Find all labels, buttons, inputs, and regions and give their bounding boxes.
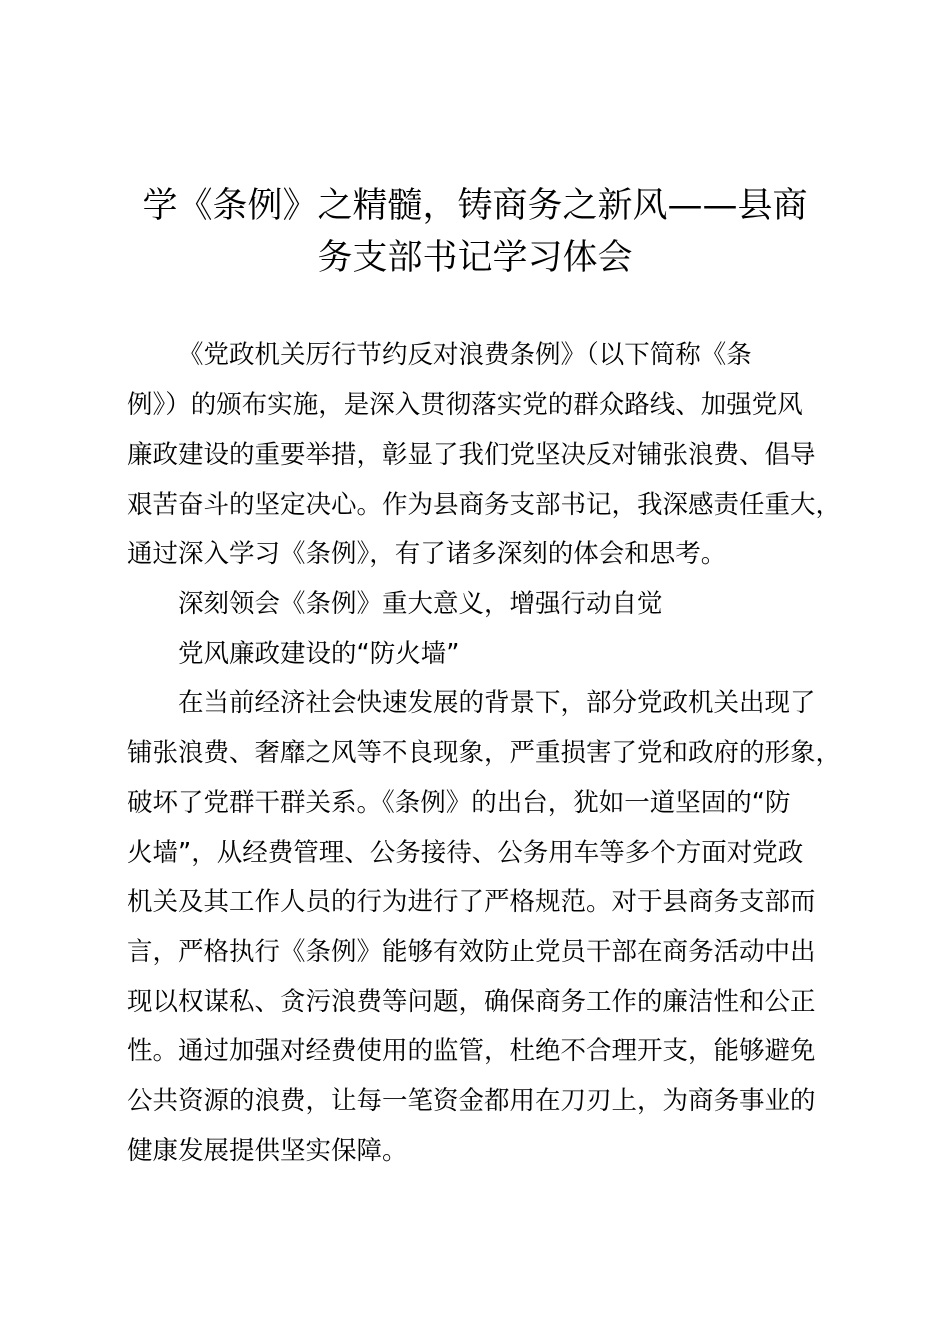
paragraph-line: 健康发展提供坚实保障。 [127,1136,408,1166]
section-heading: 深刻领会《条例》重大意义，增强行动自觉 [178,589,663,619]
paragraph-line: 《党政机关厉行节约反对浪费条例》（以下简称《条 [178,340,752,370]
subsection-heading: 党风廉政建设的“防火墙” [178,639,460,669]
paragraph-line: 在当前经济社会快速发展的背景下，部分党政机关出现了 [178,688,816,718]
paragraph-line: 通过深入学习《条例》，有了诸多深刻的体会和思考。 [127,539,727,569]
title-line-1: 学《条例》之精髓，铸商务之新风——县商 [142,186,808,226]
paragraph-line: 廉政建设的重要举措，彰显了我们党坚决反对铺张浪费、倡导 [127,440,816,470]
paragraph-line: 现以权谋私、贪污浪费等问题，确保商务工作的廉洁性和公正 [127,987,816,1017]
paragraph-line: 例》）的颁布实施，是深入贯彻落实党的群众路线、加强党风 [127,390,803,420]
paragraph-line: 公共资源的浪费，让每一笔资金都用在刀刃上，为商务事业的 [127,1086,816,1116]
title-line-2: 务支部书记学习体会 [317,238,633,278]
paragraph-line: 机关及其工作人员的行为进行了严格规范。对于县商务支部而 [127,887,816,917]
paragraph-line: 破坏了党群干群关系。《条例》的出台，犹如一道坚固的“防 [127,788,791,818]
paragraph-line: 性。通过加强对经费使用的监管，杜绝不合理开支，能够避免 [127,1036,816,1066]
paragraph-line: 火墙”，从经费管理、公务接待、公务用车等多个方面对党政 [127,838,804,868]
paragraph-line: 言，严格执行《条例》能够有效防止党员干部在商务活动中出 [127,937,816,967]
paragraph-line: 艰苦奋斗的坚定决心。作为县商务支部书记，我深感责任重大， [127,490,842,520]
paragraph-line: 铺张浪费、奢靡之风等不良现象，严重损害了党和政府的形象， [127,738,842,768]
